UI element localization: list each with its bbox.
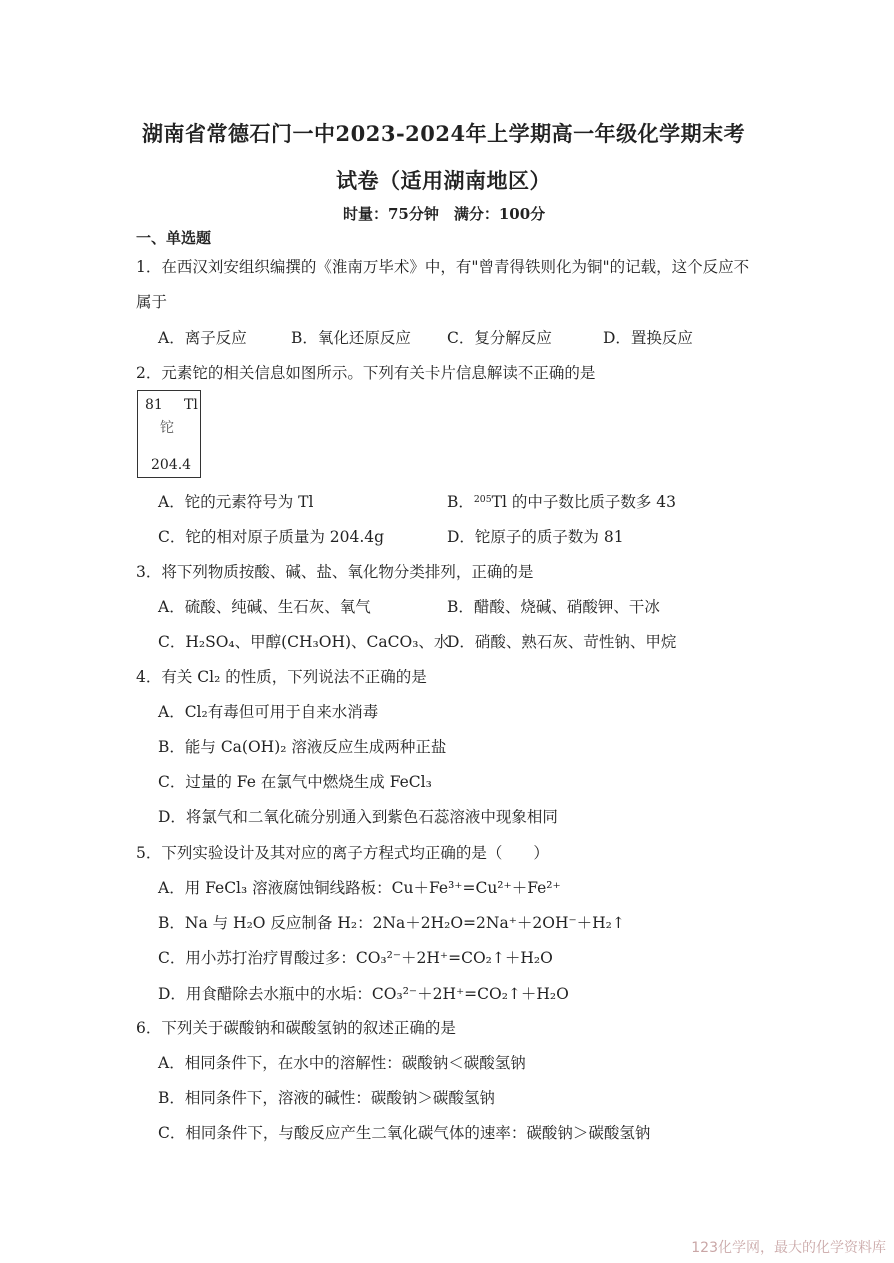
element-card [137,390,201,478]
atomic-mass: 204.4 [151,457,192,473]
option-b: B．相同条件下，溶液的碱性：碳酸钠＞碳酸氢钠 [158,1089,495,1107]
option-c: C．复分解反应 [447,329,552,347]
section-heading: 一、单选题 [136,229,212,247]
option-c: C．过量的 Fe 在氯气中燃烧生成 FeCl₃ [158,773,432,791]
page-title-line2: 试卷（适用湖南地区） [336,168,551,193]
question-stem: 5．下列实验设计及其对应的离子方程式均正确的是（ ） [136,844,549,862]
option-d: D．将氯气和二氧化硫分别通入到紫色石蕊溶液中现象相同 [158,808,558,826]
atomic-number: 81 [145,397,163,413]
question-stem: 3．将下列物质按酸、碱、盐、氧化物分类排列，正确的是 [136,563,534,581]
option-a: A．硫酸、纯碱、生石灰、氧气 [158,598,371,616]
question-stem: 4．有关 Cl₂ 的性质，下列说法不正确的是 [136,668,427,686]
option-b: B．能与 Ca(OH)₂ 溶液反应生成两种正盐 [158,738,447,756]
option-c: C．用小苏打治疗胃酸过多：CO₃²⁻＋2H⁺=CO₂↑＋H₂O [158,949,553,967]
option-a: A．用 FeCl₃ 溶液腐蚀铜线路板：Cu＋Fe³⁺=Cu²⁺＋Fe²⁺ [158,879,561,897]
element-name: 铊 [160,420,174,436]
option-b: B．Na 与 H₂O 反应制备 H₂：2Na＋2H₂O=2Na⁺＋2OH⁻＋H₂↑ [158,914,625,932]
option-a: A．离子反应 [158,329,247,347]
question-stem-cont: 属于 [136,293,168,311]
question-stem: 2．元素铊的相关信息如图所示。下列有关卡片信息解读不正确的是 [136,364,596,382]
option-a: A．相同条件下，在水中的溶解性：碳酸钠＜碳酸氢钠 [158,1054,526,1072]
footer-watermark: 123化学网，最大的化学资料库 [691,1240,886,1256]
option-c: C．相同条件下，与酸反应产生二氧化碳气体的速率：碳酸钠＞碳酸氢钠 [158,1124,651,1142]
option-b: B．醋酸、烧碱、硝酸钾、干冰 [447,598,660,616]
option-b-prefix: B． [447,493,474,511]
question-stem: 6．下列关于碳酸钠和碳酸氢钠的叙述正确的是 [136,1019,456,1037]
mass-number: 205 [473,493,492,505]
option-b [447,490,676,512]
option-d: D．置换反应 [603,329,693,347]
option-b-text: Tl 的中子数比质子数多 43 [491,493,677,511]
page-title-line1: 湖南省常德石门一中2023-2024年上学期高一年级化学期末考 [142,121,746,146]
option-d: D．用食醋除去水瓶中的水垢：CO₃²⁻＋2H⁺=CO₂↑＋H₂O [158,985,569,1003]
option-a: A．铊的元素符号为 Tl [158,493,314,511]
element-symbol: Tl [184,397,198,413]
option-b: B．氧化还原反应 [291,329,411,347]
question-stem: 1．在西汉刘安组织编撰的《淮南万毕术》中，有"曾青得铁则化为铜"的记载，这个反应不 [136,258,750,276]
exam-meta: 时量：75分钟 满分：100分 [343,205,546,223]
option-a: A．Cl₂有毒但可用于自来水消毒 [158,703,379,721]
option-d: D．硝酸、熟石灰、苛性钠、甲烷 [447,633,677,651]
option-d: D．铊原子的质子数为 81 [447,528,624,546]
option-c: C．H₂SO₄、甲醇(CH₃OH)、CaCO₃、水 [158,633,450,651]
option-c: C．铊的相对原子质量为 204.4g [158,528,385,546]
